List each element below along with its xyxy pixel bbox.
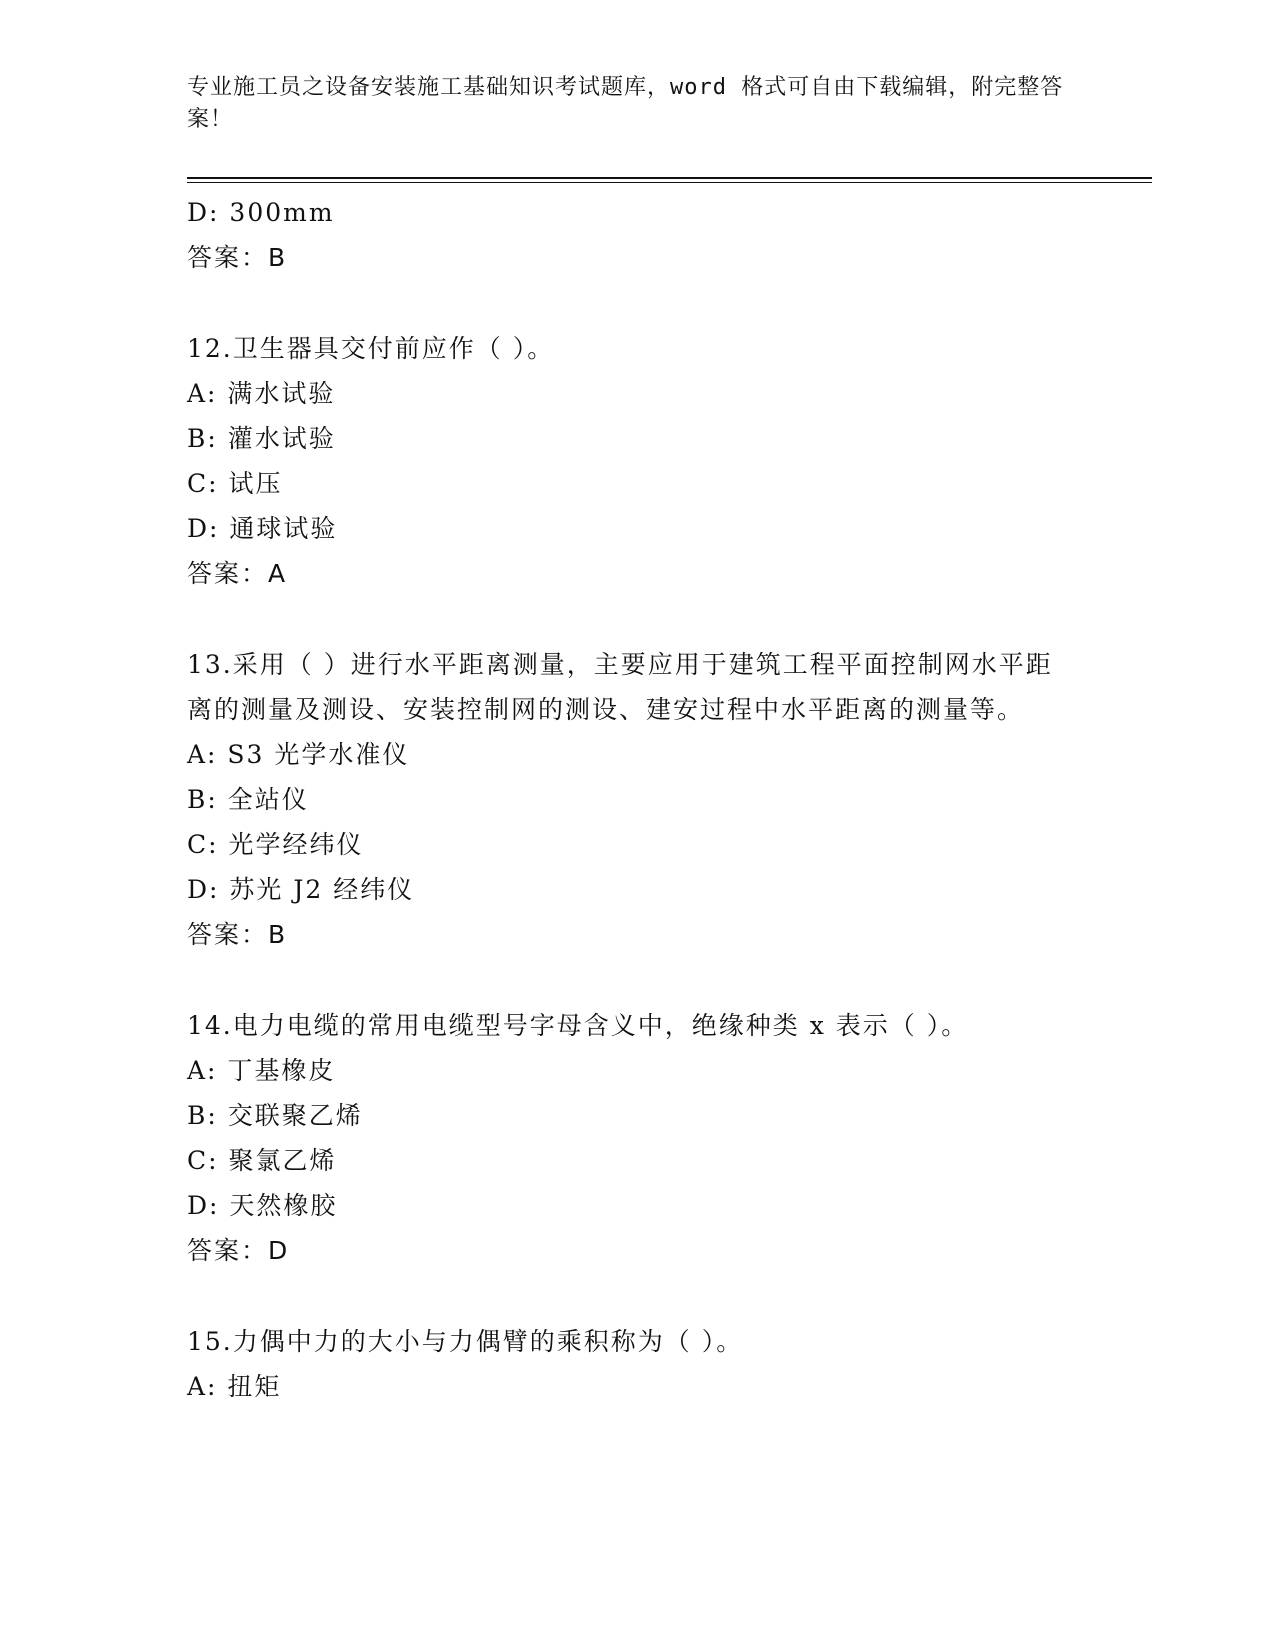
- option-a: A: S3 光学水准仪: [187, 740, 410, 769]
- option-c: C: 聚氯乙烯: [187, 1146, 337, 1175]
- option-b: B: 全站仪: [187, 785, 309, 814]
- question-stem: 12.卫生器具交付前应作（ ）。: [187, 334, 555, 363]
- option-a: A: 丁基橡皮: [187, 1056, 336, 1085]
- header-rule-thin: [187, 182, 1152, 183]
- option-a: A: 扭矩: [187, 1372, 282, 1401]
- question-stem: 13.采用（ ）进行水平距离测量，主要应用于建筑工程平面控制网水平距离的测量及测设、安装控制网的测设、建安过程中水平距离的测量等。: [187, 650, 1053, 724]
- option-c: C: 光学经纬仪: [187, 830, 364, 859]
- question-list: [187, 190, 1067, 1409]
- fragment-answer: 答案：B: [187, 243, 288, 272]
- option-d: D: 天然橡胶: [187, 1191, 338, 1220]
- answer-line: 答案：D: [187, 1236, 290, 1265]
- option-b: B: 灌水试验: [187, 424, 336, 453]
- option-d: D: 通球试验: [187, 514, 338, 543]
- header-rule-thick: [187, 177, 1152, 179]
- option-a: A: 满水试验: [187, 379, 336, 408]
- answer-line: 答案：A: [187, 559, 288, 588]
- option-c: C: 试压: [187, 469, 283, 498]
- answer-line: 答案：B: [187, 920, 288, 949]
- question-12: [187, 326, 1067, 596]
- document-header: 专业施工员之设备安装施工基础知识考试题库，word 格式可自由下载编辑，附完整答案！: [187, 75, 1064, 132]
- question-14: [187, 1003, 1067, 1273]
- question-15: [187, 1319, 1067, 1409]
- question-stem: 15.力偶中力的大小与力偶臂的乘积称为（ ）。: [187, 1327, 744, 1356]
- option-d: D: 苏光 J2 经纬仪: [187, 875, 415, 904]
- question-stem: 14.电力电缆的常用电缆型号字母含义中，绝缘种类 x 表示（ ）。: [187, 1011, 969, 1040]
- option-b: B: 交联聚乙烯: [187, 1101, 363, 1130]
- fragment-option-d: D: 300mm: [187, 198, 335, 227]
- question-13: [187, 642, 1067, 957]
